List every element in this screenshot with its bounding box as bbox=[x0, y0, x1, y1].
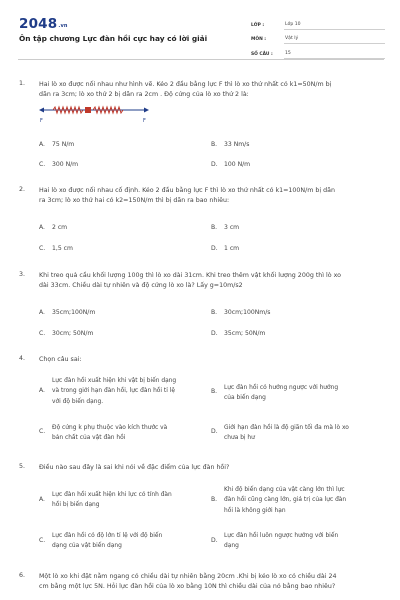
question-line: dãn ra 3cm; lò xo thứ 2 bị dãn ra 2cm . Độ cứng của lò xo thứ 2 là: bbox=[39, 91, 249, 99]
option-text: 30cm;100Nm/s bbox=[224, 309, 271, 316]
question-line: Điều nào sau đây là sai khi nói về đặc điểm của lực đàn hồi? bbox=[39, 464, 230, 471]
option-letter: D. bbox=[211, 537, 218, 544]
document-title: Ôn tập chương Lực đàn hồi cực hay có lời giải bbox=[19, 34, 208, 43]
option-letter: C. bbox=[39, 330, 46, 337]
option-text: 35cm; 50N/m bbox=[224, 330, 266, 337]
option-d[interactable] bbox=[211, 161, 250, 168]
question-3 bbox=[19, 271, 381, 292]
option-c[interactable] bbox=[39, 245, 73, 252]
logo-text: 2048 bbox=[19, 16, 58, 32]
question-number: 5. bbox=[19, 463, 26, 470]
option-letter: C. bbox=[39, 161, 46, 168]
question-1 bbox=[19, 80, 381, 124]
option-line: hồi là không giới hạn bbox=[224, 507, 286, 514]
question-number: 2. bbox=[19, 186, 26, 193]
option-line: dạng của vật biến dạng bbox=[52, 543, 122, 550]
question-number: 4. bbox=[19, 355, 26, 362]
question-line: Chọn câu sai: bbox=[39, 356, 82, 363]
option-letter: C. bbox=[39, 245, 46, 252]
option-text: 35cm;100N/m bbox=[52, 309, 96, 316]
option-letter: D. bbox=[211, 161, 218, 168]
option-b[interactable] bbox=[211, 141, 249, 148]
option-text: 1 cm bbox=[224, 245, 240, 252]
meta-row-count bbox=[251, 44, 385, 59]
option-text: 1,5 cm bbox=[52, 245, 73, 252]
option-a[interactable] bbox=[39, 224, 67, 231]
option-text bbox=[224, 383, 361, 404]
option-a[interactable] bbox=[39, 141, 74, 148]
option-b[interactable] bbox=[211, 309, 270, 316]
option-a[interactable] bbox=[39, 309, 95, 316]
option-text: 2 cm bbox=[52, 224, 68, 231]
option-letter: B. bbox=[211, 309, 218, 316]
option-line: với độ biến dạng. bbox=[52, 398, 104, 405]
option-letter: A. bbox=[39, 141, 45, 148]
question-6 bbox=[19, 572, 381, 593]
option-line: Giới hạn đàn hồi là độ giãn tối đa mà lò xo bbox=[224, 425, 349, 431]
option-d[interactable] bbox=[211, 423, 361, 444]
option-line: dạng bbox=[224, 543, 239, 550]
option-letter: B. bbox=[211, 141, 218, 148]
option-letter: C. bbox=[39, 537, 46, 544]
option-b[interactable] bbox=[211, 485, 361, 516]
question-line: Hai lò xo được nối nhau như hình vẽ. Kéo 2 đầu bằng lực F thì lò xo thứ nhất có k1=50N/m bị bbox=[39, 81, 332, 88]
meta-table bbox=[251, 15, 385, 59]
option-line: chưa bị hư bbox=[224, 435, 255, 442]
meta-label: LỚP : bbox=[251, 22, 265, 28]
spring-2 bbox=[93, 107, 123, 113]
option-text bbox=[52, 490, 189, 511]
question-line: Hai lò xo được nối nhau cố định. Kéo 2 đầu bằng lực F thì lò xo thứ nhất có k1=100N/m bị dãn bbox=[39, 187, 335, 194]
option-line: bản chất của vật đàn hồi bbox=[52, 435, 126, 442]
option-text bbox=[52, 531, 189, 552]
option-line: Lực đàn hồi có hướng ngược với hướng bbox=[224, 385, 339, 391]
meta-label: MÔN : bbox=[251, 37, 267, 42]
option-line: và trong giới hạn đàn hồi, lực đàn hồi tỉ lệ bbox=[52, 388, 175, 395]
option-a[interactable] bbox=[39, 376, 189, 407]
option-c[interactable] bbox=[39, 423, 189, 444]
spring-1 bbox=[53, 107, 83, 113]
option-letter: B. bbox=[211, 388, 218, 395]
meta-row-class bbox=[251, 15, 385, 30]
option-line: Khi độ biến dạng của vật càng lớn thì lực bbox=[224, 487, 345, 493]
question-text bbox=[39, 80, 381, 101]
option-text bbox=[52, 423, 189, 444]
question-number: 6. bbox=[19, 572, 26, 579]
option-line: Lực đàn hồi xuất hiện khi vật bị biến dạng bbox=[52, 378, 177, 384]
question-5 bbox=[19, 463, 381, 473]
spring-joint bbox=[85, 107, 91, 113]
option-d[interactable] bbox=[211, 330, 265, 337]
option-text: 75 N/m bbox=[52, 141, 75, 148]
force-label-left: F bbox=[40, 118, 43, 124]
force-label-right: F bbox=[143, 118, 146, 124]
meta-label: SỐ CÂU : bbox=[251, 51, 273, 57]
question-text bbox=[39, 355, 381, 365]
option-b[interactable] bbox=[211, 383, 361, 404]
option-letter: A. bbox=[39, 496, 45, 503]
option-d[interactable] bbox=[211, 245, 239, 252]
option-line: Lực đàn hồi có độ lớn tỉ lệ với độ biến bbox=[52, 533, 163, 539]
question-2 bbox=[19, 186, 381, 207]
option-letter: D. bbox=[211, 428, 218, 435]
question-line: Khi treo quả cầu khối lượng 100g thì lò xo dài 31cm. Khi treo thêm vật khối lượng 200g thì lò xo bbox=[39, 272, 342, 279]
option-text bbox=[224, 531, 361, 552]
option-text: 3 cm bbox=[224, 224, 240, 231]
two-springs-figure bbox=[39, 103, 149, 125]
option-line: Lực đàn hồi luôn ngược hướng với biến bbox=[224, 533, 339, 539]
option-letter: A. bbox=[39, 309, 45, 316]
question-number: 3. bbox=[19, 271, 26, 278]
meta-row-subject bbox=[251, 30, 385, 45]
left-arrow-head bbox=[39, 108, 44, 113]
question-text bbox=[39, 271, 381, 292]
meta-value: Lớp 10 bbox=[284, 22, 385, 30]
option-letter: A. bbox=[39, 224, 45, 231]
option-c[interactable] bbox=[39, 531, 189, 552]
option-text bbox=[224, 485, 361, 516]
question-number: 1. bbox=[19, 80, 26, 87]
option-line: Lực đàn hồi xuất hiện khi lực có tính đàn bbox=[52, 492, 172, 498]
right-arrow-head bbox=[144, 108, 149, 113]
option-line: Độ cứng k phụ thuộc vào kích thước và bbox=[52, 425, 168, 431]
option-text bbox=[224, 423, 361, 444]
option-text: 30cm; 50N/m bbox=[52, 330, 94, 337]
question-line: Một lò xo khi đặt nằm ngang có chiều dài tự nhiên bằng 20cm .Khi bị kéo lò xo có chiều dài 24 bbox=[39, 573, 337, 580]
option-a[interactable] bbox=[39, 490, 189, 511]
meta-value: 15 bbox=[284, 51, 385, 59]
option-text bbox=[52, 376, 189, 407]
option-b[interactable] bbox=[211, 224, 239, 231]
site-logo[interactable] bbox=[19, 16, 68, 32]
header-divider bbox=[18, 59, 384, 60]
option-line: đàn hồi cũng càng lớn, giá trị của lực đàn bbox=[224, 497, 347, 504]
meta-value: Vật lý bbox=[284, 36, 385, 44]
option-text: 100 N/m bbox=[224, 161, 251, 168]
option-letter: B. bbox=[211, 496, 218, 503]
option-letter: B. bbox=[211, 224, 218, 231]
question-text bbox=[39, 186, 381, 207]
question-4 bbox=[19, 355, 381, 365]
option-d[interactable] bbox=[211, 531, 361, 552]
logo-suffix: .vn bbox=[58, 23, 68, 29]
option-letter: D. bbox=[211, 330, 218, 337]
option-c[interactable] bbox=[39, 330, 93, 337]
option-letter: C. bbox=[39, 428, 46, 435]
option-text: 300 N/m bbox=[52, 161, 79, 168]
question-text bbox=[39, 572, 381, 593]
option-c[interactable] bbox=[39, 161, 78, 168]
question-line: ra 3cm; lò xo thứ hai có k2=150N/m thì bị dãn ra bao nhiêu: bbox=[39, 197, 230, 205]
option-line: của biến dạng bbox=[224, 395, 266, 402]
question-line: cm bằng một lực 5N. Hỏi lực đàn hồi của lò xo bằng 10N thì chiều dài của nó bằng bao nhiêu? bbox=[39, 583, 336, 591]
option-text: 33 Nm/s bbox=[224, 141, 250, 148]
option-letter: D. bbox=[211, 245, 218, 252]
question-line: dài 33cm. Chiều dài tự nhiên và độ cứng lò xo là? Lấy g=10m/s2 bbox=[39, 282, 243, 290]
question-text bbox=[39, 463, 381, 473]
option-line: hồi bị biến dạng bbox=[52, 502, 100, 509]
option-letter: A. bbox=[39, 387, 45, 394]
